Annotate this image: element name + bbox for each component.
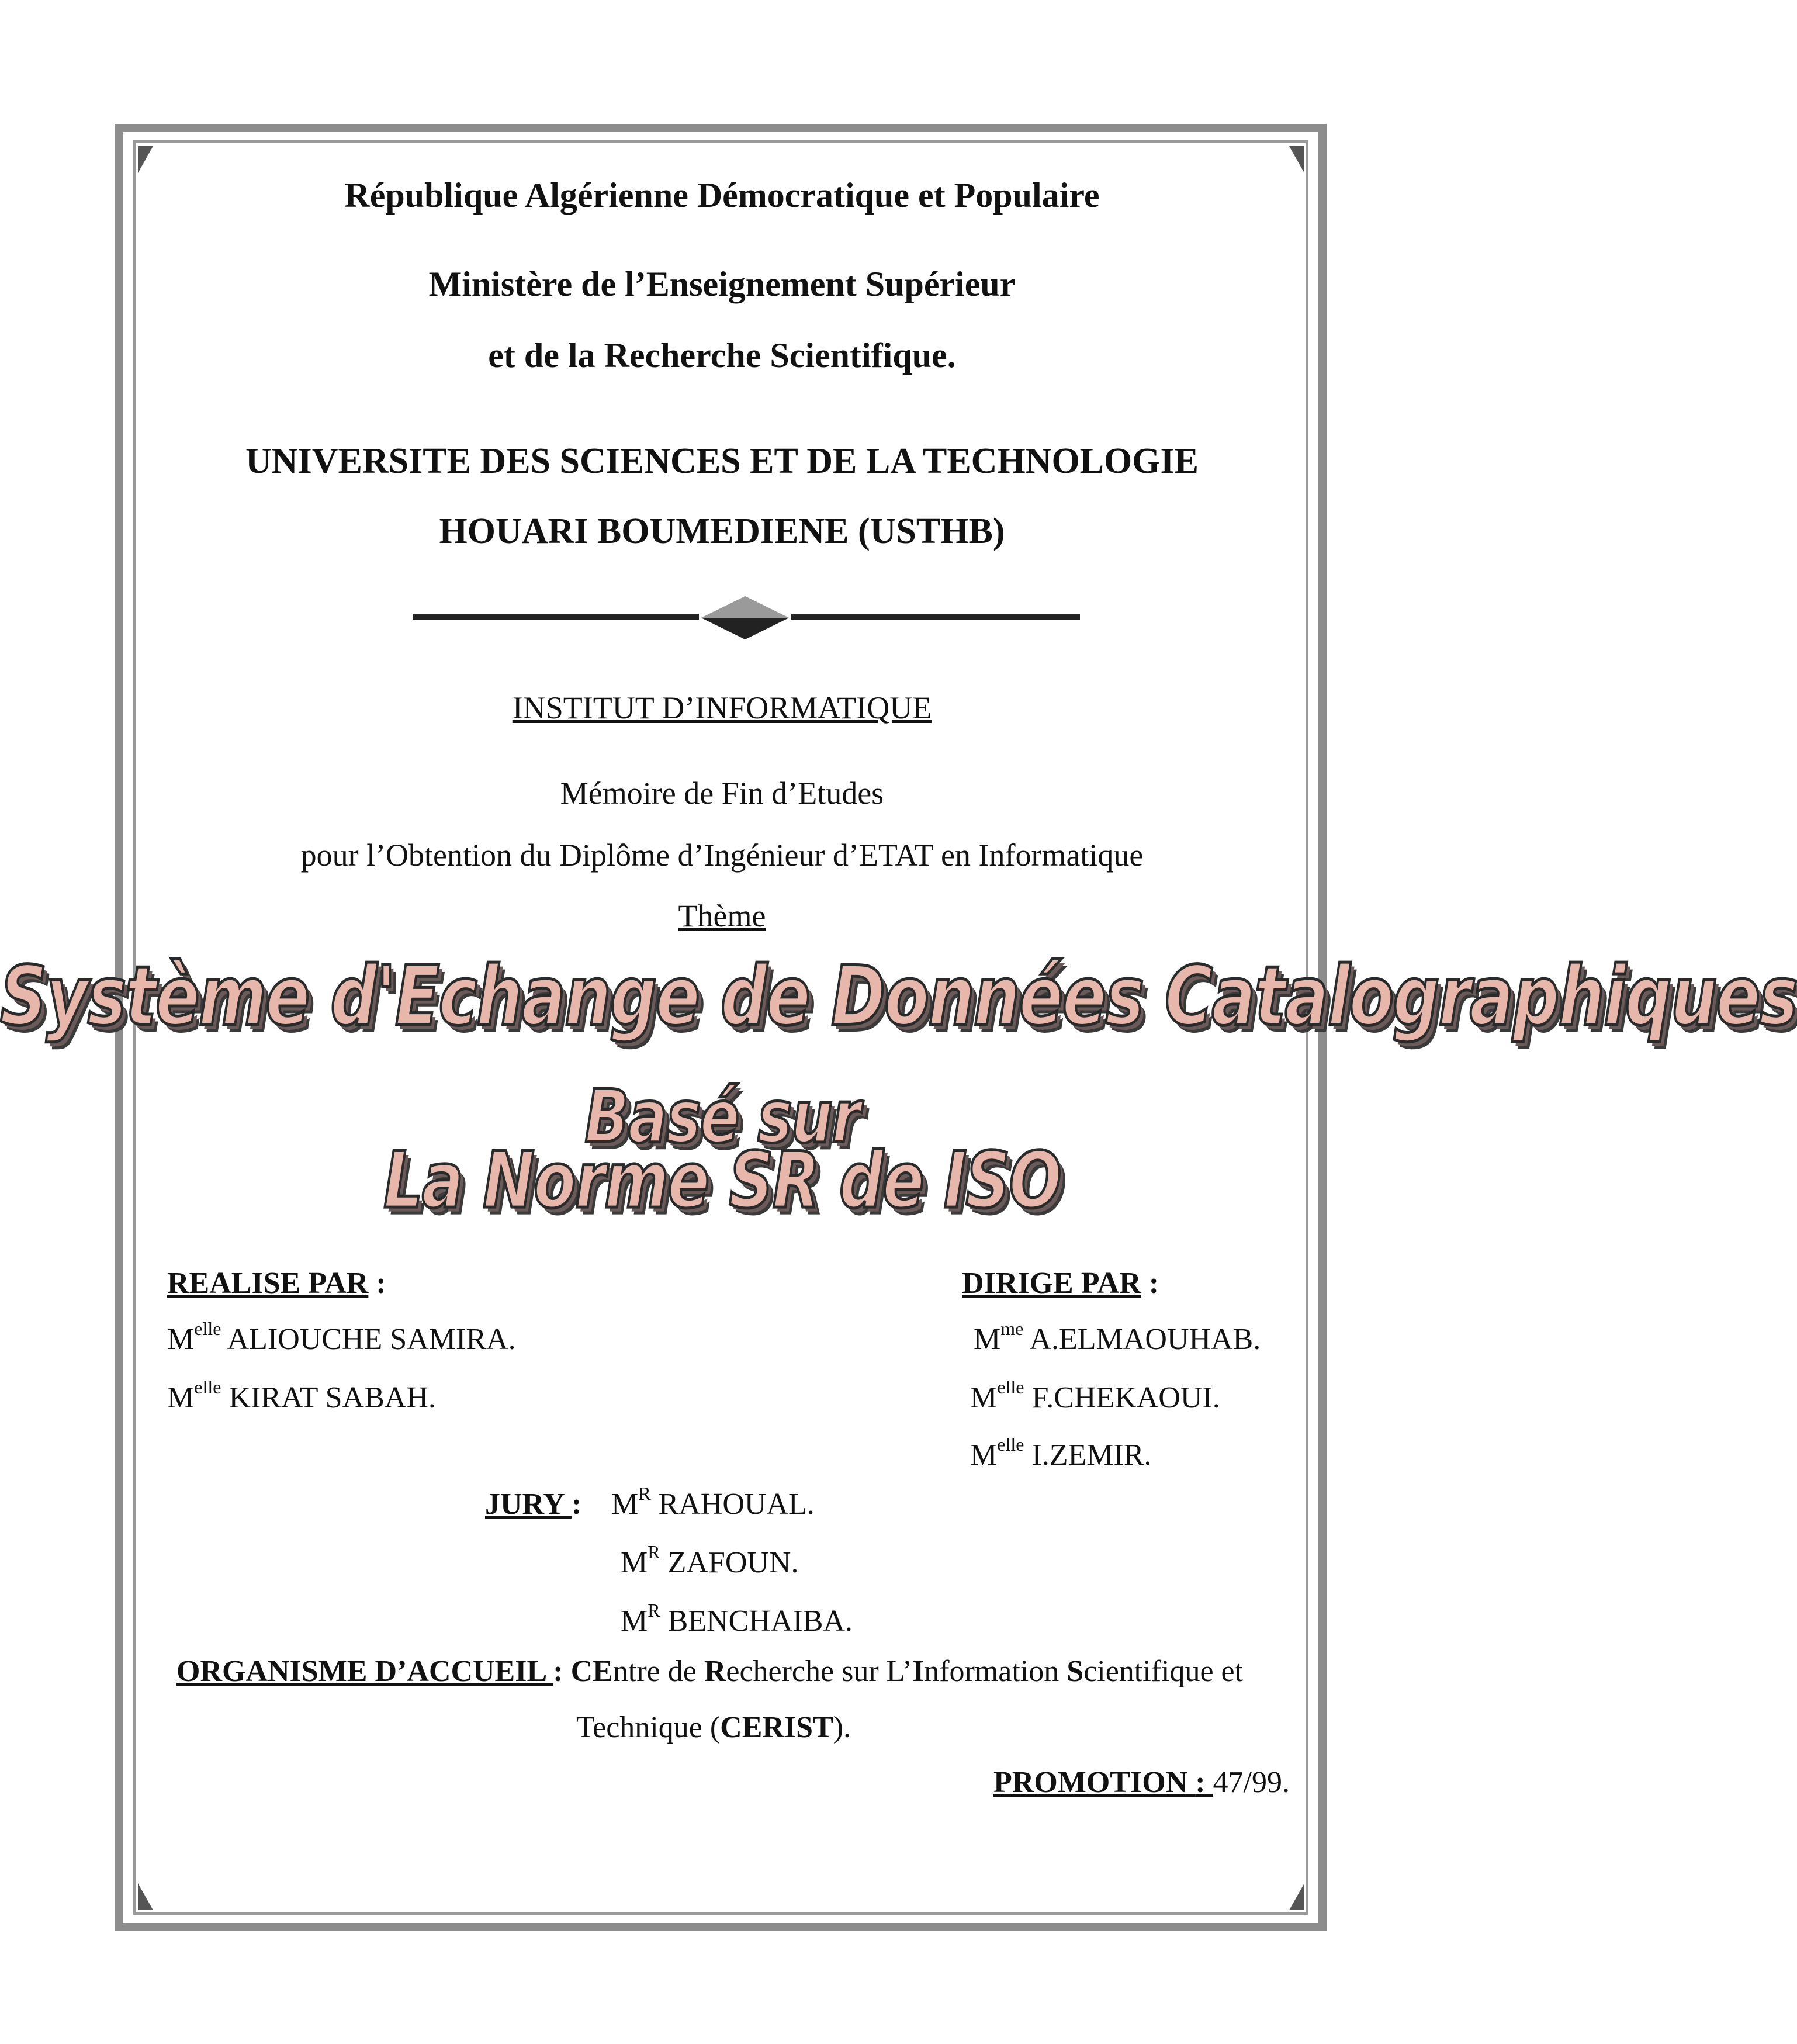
author-2: [167, 1376, 436, 1415]
jury-member-3-name: BENCHAIBA.: [660, 1604, 853, 1638]
author-1-prefix: M: [167, 1323, 195, 1356]
thesis-title-line-1: Système d'Echange de Données Catalographiques: [0, 949, 1797, 1045]
thesis-title-line-3: La Norme SR de ISO: [383, 1135, 1061, 1226]
jury-heading: [485, 1487, 581, 1521]
promotion-label: PROMOTION: [993, 1766, 1196, 1799]
realise-par-colon: :: [368, 1267, 386, 1300]
supervisor-2-prefix: M: [970, 1381, 998, 1414]
theme-label: Thème: [678, 898, 766, 933]
corner-ornament-top-left: [138, 146, 153, 173]
author-2-title-sup: elle: [194, 1376, 221, 1398]
corner-ornament-bottom-right: [1289, 1883, 1304, 1910]
host-org-text-1: ntre de: [612, 1655, 704, 1688]
supervisor-3-title-sup: elle: [997, 1434, 1024, 1455]
jury-member-2-name: ZAFOUN.: [660, 1546, 799, 1579]
memoire-line-1: Mémoire de Fin d’Etudes: [560, 776, 884, 811]
host-organization-line-2: [576, 1710, 851, 1745]
jury-member-1-title-sup: R: [638, 1483, 651, 1504]
jury-member-1-name: RAHOUAL.: [650, 1488, 815, 1521]
host-org-text-3: nformation: [924, 1655, 1067, 1688]
supervisor-1-title-sup: me: [1000, 1318, 1024, 1339]
supervisor-1-prefix: M: [974, 1323, 1001, 1356]
promotion-value: 47/99.: [1213, 1766, 1290, 1799]
promotion-colon: :: [1195, 1766, 1213, 1799]
jury-member-2-title-sup: R: [648, 1541, 660, 1562]
jury-member-1: [611, 1483, 815, 1521]
host-org-acronym: CERIST: [720, 1711, 833, 1744]
promotion: [993, 1765, 1290, 1800]
author-1-name: ALIOUCHE SAMIRA.: [221, 1323, 516, 1356]
supervisor-2-name: F.CHEKAOUI.: [1024, 1381, 1220, 1414]
thesis-title-line-2: Basé sur: [584, 1074, 860, 1160]
supervisor-1: [974, 1318, 1261, 1357]
supervisor-2-title-sup: elle: [997, 1376, 1024, 1398]
jury-member-2-prefix: M: [621, 1546, 648, 1579]
jury-colon: :: [571, 1488, 582, 1521]
host-org-text-2: echerche sur L’: [726, 1655, 912, 1688]
author-2-name: KIRAT SABAH.: [221, 1381, 436, 1414]
corner-ornament-bottom-left: [138, 1883, 153, 1910]
host-organization-colon: :: [553, 1655, 571, 1688]
host-organization-line-1: [176, 1654, 1243, 1689]
host-org-text-5: Technique (: [576, 1711, 721, 1744]
university-line-2: HOUARI BOUMEDIENE (USTHB): [439, 511, 1005, 551]
host-org-initial-r: R: [704, 1655, 726, 1688]
supervisor-2: [970, 1376, 1220, 1415]
host-org-text-6: ).: [833, 1711, 851, 1744]
supervisor-3-prefix: M: [970, 1438, 998, 1472]
diamond-ornament-icon: [701, 596, 789, 639]
host-org-initial-ce: CE: [570, 1655, 613, 1688]
memoire-line-2: pour l’Obtention du Diplôme d’Ingénieur d’ETAT en Informatique: [300, 838, 1144, 873]
host-org-initial-i: I: [912, 1655, 925, 1688]
realise-par-label: REALISE PAR: [167, 1267, 369, 1300]
supervisor-1-name: A.ELMAOUHAB.: [1023, 1323, 1261, 1356]
republic-heading: République Algérienne Démocratique et Populaire: [344, 176, 1100, 215]
corner-ornament-top-right: [1289, 146, 1304, 173]
ministry-line-2: et de la Recherche Scientifique.: [488, 336, 956, 375]
institute-name: INSTITUT D’INFORMATIQUE: [512, 690, 932, 725]
host-organization-label: ORGANISME D’ACCUEIL: [176, 1655, 553, 1688]
author-1-title-sup: elle: [194, 1318, 221, 1339]
author-2-prefix: M: [167, 1381, 195, 1414]
university-line-1: UNIVERSITE DES SCIENCES ET DE LA TECHNOLOGIE: [245, 441, 1199, 481]
supervisor-3: [970, 1434, 1152, 1472]
host-org-initial-s: S: [1067, 1655, 1084, 1688]
author-1: [167, 1318, 516, 1357]
jury-member-3-prefix: M: [621, 1604, 648, 1638]
divider-left: [413, 614, 699, 620]
jury-member-3: [621, 1600, 853, 1638]
dirige-par-heading: [962, 1266, 1159, 1301]
divider-right: [791, 614, 1080, 620]
jury-member-2: [621, 1541, 799, 1580]
supervisor-3-name: I.ZEMIR.: [1024, 1438, 1152, 1472]
jury-member-1-prefix: M: [611, 1488, 639, 1521]
jury-member-3-title-sup: R: [648, 1600, 660, 1621]
host-org-text-4: cientifique et: [1083, 1655, 1244, 1688]
jury-label: JURY: [485, 1488, 572, 1521]
ministry-line-1: Ministère de l’Enseignement Supérieur: [428, 265, 1016, 303]
realise-par-heading: [167, 1266, 386, 1301]
dirige-par-colon: :: [1141, 1267, 1159, 1300]
dirige-par-label: DIRIGE PAR: [962, 1267, 1141, 1300]
